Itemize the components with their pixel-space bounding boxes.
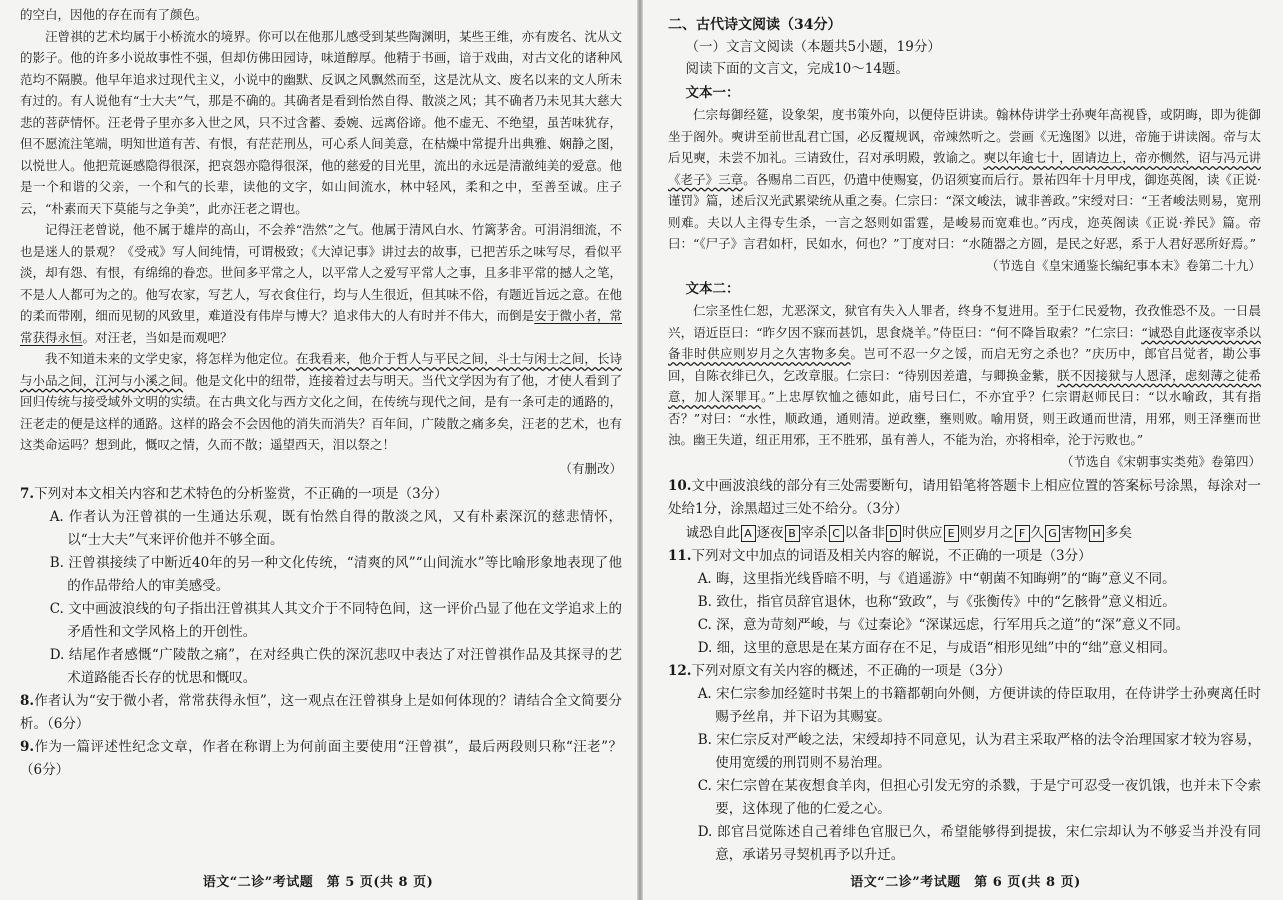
question-12-text: 下列对原文有关内容的概述，不正确的一项是（3分） — [691, 663, 1011, 679]
left-page — [0, 0, 636, 900]
book-spine — [637, 0, 643, 900]
punct-segment: 害物 — [1061, 525, 1089, 541]
passage-paragraph-1: 汪曾祺的艺术均属于小桥流水的境界。你可以在他那儿感受到某些陶渊明，某些王维，亦有废名、沈从文的影子。他的许多小说故事性不强，但却仿佛田园诗，味道醇厚。他精于书画，谙于戏曲，对古文化的诸种风范均不隔膜。他早年追求过现代主义，小说中的幽默、反讽之风飘然而至，这是沈从文、废名以来的文人所未有过的。有人说他有“士大夫”气，那是不确的。其确者是看到怡然自得、散淡之风；其不确者乃未见其大慈大悲的菩萨情怀。汪老骨子里亦多入世之风，只不过含蓄、委婉、远离俗谛。他不虚无、不绝望，虽苦味犹存，但不愿流注笔端，明知世道有苦、有恨，有茫茫刑丛，可心系人间美意，在枯燥中常提升出典雅、娴静之图，以悦世人。他把荒诞感隐得很深，把哀怨亦隐得很深，他的慈爱的目光里，流出的永远是清澈纯美的爱意。他是一个和谐的父亲，一个和气的长辈，读他的文字，如山间流水，林中轻风，柔和之中，至善至诚。庄子云，“朴素而天下莫能与之争美”，此亦汪老之谓也。 — [20, 28, 622, 216]
answer-box-b[interactable]: B — [785, 525, 800, 542]
text1-source: （节选自《皇宋通鉴长编纪事本末》卷第二十九） — [985, 257, 1261, 273]
question-7-text: 下列对本文相关内容和艺术特色的分析鉴赏，不正确的一项是（3分） — [34, 486, 448, 502]
underlined-phrase: 安于微小者，常常获得永恒 — [20, 308, 622, 345]
reading-instruction: 阅读下面的文言文，完成10～14题。 — [685, 61, 909, 77]
punct-segment: 多矣 — [1105, 525, 1133, 541]
text1-wavy: 奭以年逾七十，固请边上，帝亦恻然，诏与冯元讲《老子》三章 — [668, 150, 1261, 187]
punct-segment: 时供应 — [902, 525, 943, 541]
left-page-footer: 语文“二诊”考试题 第 5 页(共 8 页) — [202, 875, 434, 890]
text1-part-a: 仁宗每御经筵，设象架，度书策外向，以便侍臣讲读。翰林侍讲学士孙奭年高视昏，或阴晦，即为徙御坐于阁外。奭讲至前世乱君亡国，必反覆规讽，帝竦然听之。尝画《无逸图》以进，帝施于讲读阁。帝与太后见奭，未尝不加礼。三请致仕，召对承明殿，敦谕之。 — [668, 107, 1261, 165]
question-8 — [20, 690, 622, 736]
passage-paragraph-3 — [20, 348, 622, 456]
answer-box-c[interactable]: C — [829, 525, 844, 542]
passage-source-note: （有删改） — [559, 460, 622, 476]
text2-source: （节选自《宋朝事实类苑》卷第四） — [1060, 453, 1261, 469]
question-7-number: 7. — [20, 486, 35, 502]
text1-body — [668, 104, 1261, 255]
punct-segment: 宰杀 — [800, 525, 828, 541]
answer-box-h[interactable]: H — [1089, 525, 1104, 542]
question-12-option-c: C. 宋仁宗曾在某夜想食羊肉，但担心引发无穷的杀戮，于是宁可忍受一夜饥饿，也并未下令索要，这体现了他的仁爱之心。 — [697, 778, 1261, 817]
question-11-option-b: B. 致仕，指官员辞官退休，也称“致政”，与《张衡传》中的“乞骸骨”意义相近。 — [697, 594, 1176, 610]
text2-label: 文本二： — [685, 281, 740, 297]
text2-wavy-1: “诚恐自此逐夜宰杀以备非时供应则岁月之久害物多矣 — [668, 324, 1261, 361]
passage-line-top: 的空白，因他的存在而有了颜色。 — [20, 7, 208, 22]
question-11 — [668, 545, 1261, 660]
punct-segment: 以备非 — [844, 525, 886, 541]
question-11-text: 下列对文中加点的词语及相关内容的解说，不正确的一项是（3分） — [691, 548, 1092, 564]
text2-part-b: 。岂可不忍一夕之馁，而启无穷之杀也？”庆历中，郎官吕觉者，勘公事回，自陈衣绯已久，乞改章服。仁宗曰：“待别因差遣，与卿换金紫， — [668, 346, 1261, 383]
question-8-number: 8. — [20, 693, 35, 709]
answer-box-g[interactable]: G — [1045, 525, 1060, 542]
section-title: 二、古代诗文阅读（34分） — [668, 17, 842, 33]
question-11-number: 11. — [668, 548, 692, 564]
text2-wavy-2: 朕不因接狱与人恩泽，虑刻薄之徒希意，加人深罪耳 — [668, 367, 1261, 404]
punct-segment: 久 — [1030, 525, 1045, 541]
answer-box-d[interactable]: D — [886, 525, 901, 542]
question-12-option-a: A. 宋仁宗参加经筵时书架上的书籍都朝向外侧，方便讲读的侍臣取用，在侍讲学士孙奭离任时赐予丝帛，并下诏为其赐宴。 — [697, 686, 1261, 725]
question-11-option-c: C. 深，意为苛刻严峻，与《过秦论》“深谋远虑，行军用兵之道”的“深”意义不同。 — [697, 617, 1190, 633]
question-9 — [20, 736, 622, 782]
text2-part-c: 。”上忠厚钦恤之德如此，庙号曰仁，不亦宜乎？仁宗谓赵师民曰：“以水喻政，其有指否？”对曰：“水性，顺政通，通则清。逆政壅，壅则败。喻用贤，则王政通而世清，用邪，则王泽壅而世浊。幽王失道，纽正用邪，王不胜邪，虽有善人，不能为治，亦将相牵，沦于污败也。” — [668, 389, 1261, 447]
passage-paragraph-2 — [20, 219, 622, 348]
punct-segment: 诚恐自此 — [685, 525, 740, 541]
question-10-number: 10. — [668, 478, 692, 494]
question-7-option-d: D. 结尾作者感慨“广陵散之痛”，在对经典亡佚的深沉悲叹中表达了对汪曾祺作品及其探寻的艺术道路能否长存的忧思和慨叹。 — [49, 647, 622, 686]
passage-paragraph-2-text: 记得汪老曾说，他不属于雄岸的高山，不会养“浩然”之气。他属于清风白水、竹篱茅舍。可涓涓细流，不也是迷人的景观？《受戒》写人间纯情，可谓极致；《大淖记事》讲过去的故事，已把苦乐之味写尽，看似平淡，却有怨、有恨，有绵绵的眷恋。世间多平常之人，以平常人之爱写平常人之事，且多非平常的撼人之笔，不是人人都可为之的。他写农家，写艺人，写衣食住行，均与人生很近，但其味不俗，有题近旨远之意。在他的柔而带刚，细而见韧的风致里，难道没有伟岸与博大？追求伟大的人有时并不伟大，而倒是 — [20, 222, 622, 323]
text1-part-b: 。各赐帛二百匹，仍遣中使赐宴，仍诏须宴而后行。景祐四年十月甲戌，御迩英阁，读《正说·谨罚》篇，述后汉光武累梁统从重之奏。仁宗曰：“深文峻法，诚非善政。”宋绶对曰：“王者峻法则易，宽刑则难。夫以人主得专生杀，一言之怒则如雷霆，是峻易而宽难也。”丙戌，迩英阁读《正说·养民》篇。帝曰：“《尸子》言君如杆，民如水，何也？”丁度对曰：“水随器之方圆，是民之好恶，系于人君好恶所好焉。” — [668, 171, 1261, 251]
right-page-footer: 语文“二诊”考试题 第 6 页(共 8 页) — [850, 875, 1081, 890]
question-8-text: 作者认为“安于微小者，常常获得永恒”，这一观点在汪曾祺身上是如何体现的？请结合全文简要分析。（6分） — [20, 693, 622, 732]
answer-box-f[interactable]: F — [1015, 525, 1030, 542]
passage-paragraph-2-end: 。对汪老，当如是而观吧？ — [82, 329, 233, 345]
right-page — [648, 0, 1283, 900]
answer-box-a[interactable]: A — [741, 525, 756, 542]
punctuation-line — [686, 521, 1261, 545]
question-7-stem — [20, 483, 622, 506]
wavy-underlined-sentence: 在我看来，他介于哲人与平民之间，斗士与闲士之间，长诗与小品之间，江河与小溪之间 — [20, 351, 622, 388]
question-7 — [20, 483, 622, 690]
question-10-text: 文中画波浪线的部分有三处需要断句，请用铅笔将答题卡上相应位置的答案标号涂黑，每涂对一处给1分，涂黑超过三处不给分。（3分） — [668, 478, 1261, 517]
passage-paragraph-3-start: 我不知道未来的文学史家，将怎样为他定位。 — [45, 351, 296, 366]
question-11-option-d: D. 细，这里的意思是在某方面存在不足，与成语“相形见绌”中的“绌”意义相同。 — [697, 640, 1177, 656]
question-7-option-c: C. 文中画波浪线的句子指出汪曾祺其人其文介于不同特色间，这一评价凸显了他在文学追求上的矛盾性和文学风格上的开创性。 — [49, 601, 622, 640]
punct-segment: 则岁月之 — [959, 525, 1014, 541]
question-12-stem — [668, 660, 1261, 683]
question-9-text: 作为一篇评述性纪念文章，作者在称谓上为何前面主要使用“汪曾祺”，最后两段则只称“汪老”？（6分） — [20, 739, 622, 778]
question-10 — [668, 475, 1261, 521]
question-12-option-b: B. 宋仁宗反对严峻之法，宋绶却持不同意见，认为君主采取严格的法令治理国家才较为容易，使用宽缓的刑罚则不易治理。 — [697, 732, 1261, 771]
answer-box-e[interactable]: E — [944, 525, 959, 542]
question-7-option-a: A. 作者认为汪曾祺的一生通达乐观，既有怡然自得的散淡之风，又有朴素深沉的慈悲情怀，以“士大夫”气来评价他并不够全面。 — [49, 509, 622, 548]
text2-part-a: 仁宗圣性仁恕，尤恶深文，狱官有失入人罪者，终身不复进用。至于仁民爱物，孜孜惟恐不及。一日晨兴，语近臣曰：“昨夕因不寐而甚饥，思食烧羊。”侍臣曰：“何不降旨取索？”仁宗曰： — [668, 303, 1261, 340]
text2-body — [668, 300, 1261, 451]
question-9-number: 9. — [20, 739, 35, 755]
text1-label: 文本一： — [685, 85, 740, 101]
punct-segment: 逐夜 — [756, 525, 784, 541]
subsection-title: （一）文言文阅读（本题共5小题，19分） — [685, 39, 941, 55]
question-12-number: 12. — [668, 663, 692, 679]
question-12-option-d: D. 郎官吕觉陈述自己着绯色官服已久，希望能够得到提拔，宋仁宗却认为不够妥当并没有同意，承诺另寻契机再予以升迁。 — [697, 824, 1261, 863]
question-12 — [668, 660, 1261, 867]
passage-paragraph-3-end: 。他是文化中的纽带，连接着过去与明天。当代文学因为有了他，才使人看到了回归传统与接受域外文明的实绩。在古典文化与西方文化之间，在传统与现代之间，是有一条可走的通路的，汪老走的便是这样的通路。这样的路会不会因他的消失而消失？百年间，广陵散之痛多矣，汪老的艺术，也有这类命运吗？想到此，慨叹之情，久而不散；遥望西天，泪以祭之！ — [20, 372, 622, 452]
question-11-option-a: A. 晦，这里指光线昏暗不明，与《逍遥游》中“朝菌不知晦朔”的“晦”意义不同。 — [697, 571, 1176, 587]
question-7-option-b: B. 汪曾祺接续了中断近40年的另一种文化传统，“清爽的风”“山间流水”等比喻形象地表现了他的作品带给人的审美感受。 — [49, 555, 622, 594]
question-11-stem — [668, 545, 1261, 568]
